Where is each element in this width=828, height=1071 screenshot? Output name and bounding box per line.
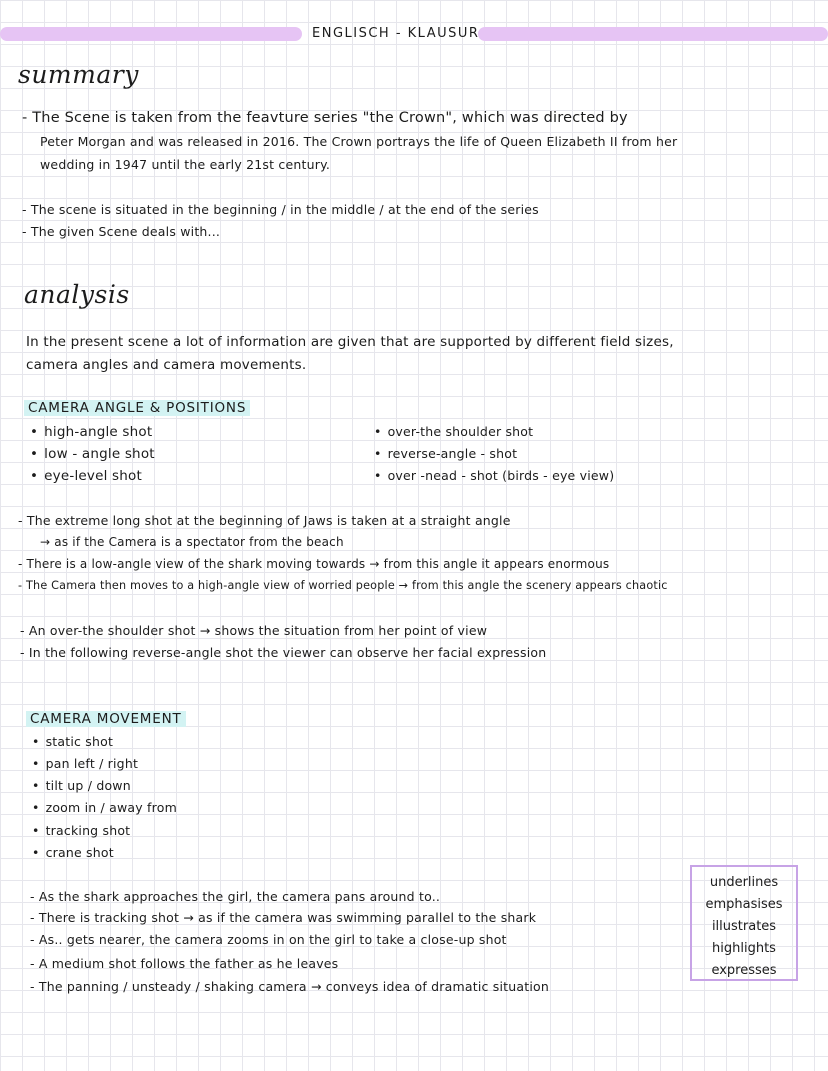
summary-line: Peter Morgan and was released in 2016. The Crown portrays the life of Queen Elizabeth II from her: [40, 134, 678, 149]
movement-note: - As the shark approaches the girl, the camera pans around to..: [30, 889, 441, 904]
movement-note: - As.. gets nearer, the camera zooms in on the girl to take a close-up shot: [30, 932, 507, 947]
angle-note: - There is a low-angle view of the shark moving towards → from this angle it appears enormous: [18, 557, 610, 571]
angle-item: • over -nead - shot (birds - eye view): [374, 468, 614, 483]
page-title: ENGLISCH - KLAUSUR: [312, 26, 480, 41]
angle-note: - In the following reverse-angle shot the viewer can observe her facial expression: [20, 645, 547, 660]
verb-item: emphasises: [705, 897, 783, 912]
angle-note: - The extreme long shot at the beginning of Jaws is taken at a straight angle: [18, 513, 511, 528]
verb-item: highlights: [712, 941, 776, 956]
movement-item: • tracking shot: [32, 823, 130, 838]
verb-item: illustrates: [711, 919, 777, 934]
camera-movement-heading: CAMERA MOVEMENT: [26, 711, 186, 727]
summary-line: - The given Scene deals with...: [22, 224, 221, 239]
angle-item: • over-the shoulder shot: [374, 424, 533, 439]
analysis-intro-line: In the present scene a lot of information are given that are supported by different field sizes,: [26, 334, 674, 350]
camera-angle-heading: CAMERA ANGLE & POSITIONS: [24, 400, 250, 416]
verbs-box: [690, 865, 798, 981]
movement-item: • crane shot: [32, 845, 114, 860]
summary-line: wedding in 1947 until the early 21st century.: [40, 157, 331, 172]
angle-item: • eye-level shot: [30, 468, 142, 484]
header-band-right: [478, 27, 828, 41]
movement-item: • tilt up / down: [32, 778, 131, 793]
angle-note: - An over-the shoulder shot → shows the situation from her point of view: [20, 623, 488, 638]
movement-item: • zoom in / away from: [32, 800, 177, 815]
movement-note: - There is tracking shot → as if the camera was swimming parallel to the shark: [30, 910, 537, 925]
movement-item: • static shot: [32, 734, 113, 749]
summary-line: - The scene is situated in the beginning / in the middle / at the end of the series: [22, 202, 539, 217]
verb-item: underlines: [709, 875, 779, 890]
analysis-intro-line: camera angles and camera movements.: [26, 357, 307, 373]
summary-line: - The Scene is taken from the feavture series "the Crown", which was directed by: [22, 110, 628, 126]
analysis-heading: analysis: [24, 280, 130, 309]
verb-item: expresses: [711, 963, 777, 978]
movement-item: • pan left / right: [32, 756, 138, 771]
angle-item: • high-angle shot: [30, 424, 152, 440]
angle-item: • low - angle shot: [30, 446, 155, 462]
summary-heading: summary: [18, 60, 139, 89]
angle-note: - The Camera then moves to a high-angle view of worried people → from this angle the scenery appears chaotic: [18, 579, 668, 592]
movement-note: - A medium shot follows the father as he leaves: [30, 956, 339, 971]
header-band-left: [0, 27, 302, 41]
angle-note: → as if the Camera is a spectator from the beach: [40, 535, 344, 549]
movement-note: - The panning / unsteady / shaking camera → conveys idea of dramatic situation: [30, 979, 549, 994]
angle-item: • reverse-angle - shot: [374, 446, 517, 461]
